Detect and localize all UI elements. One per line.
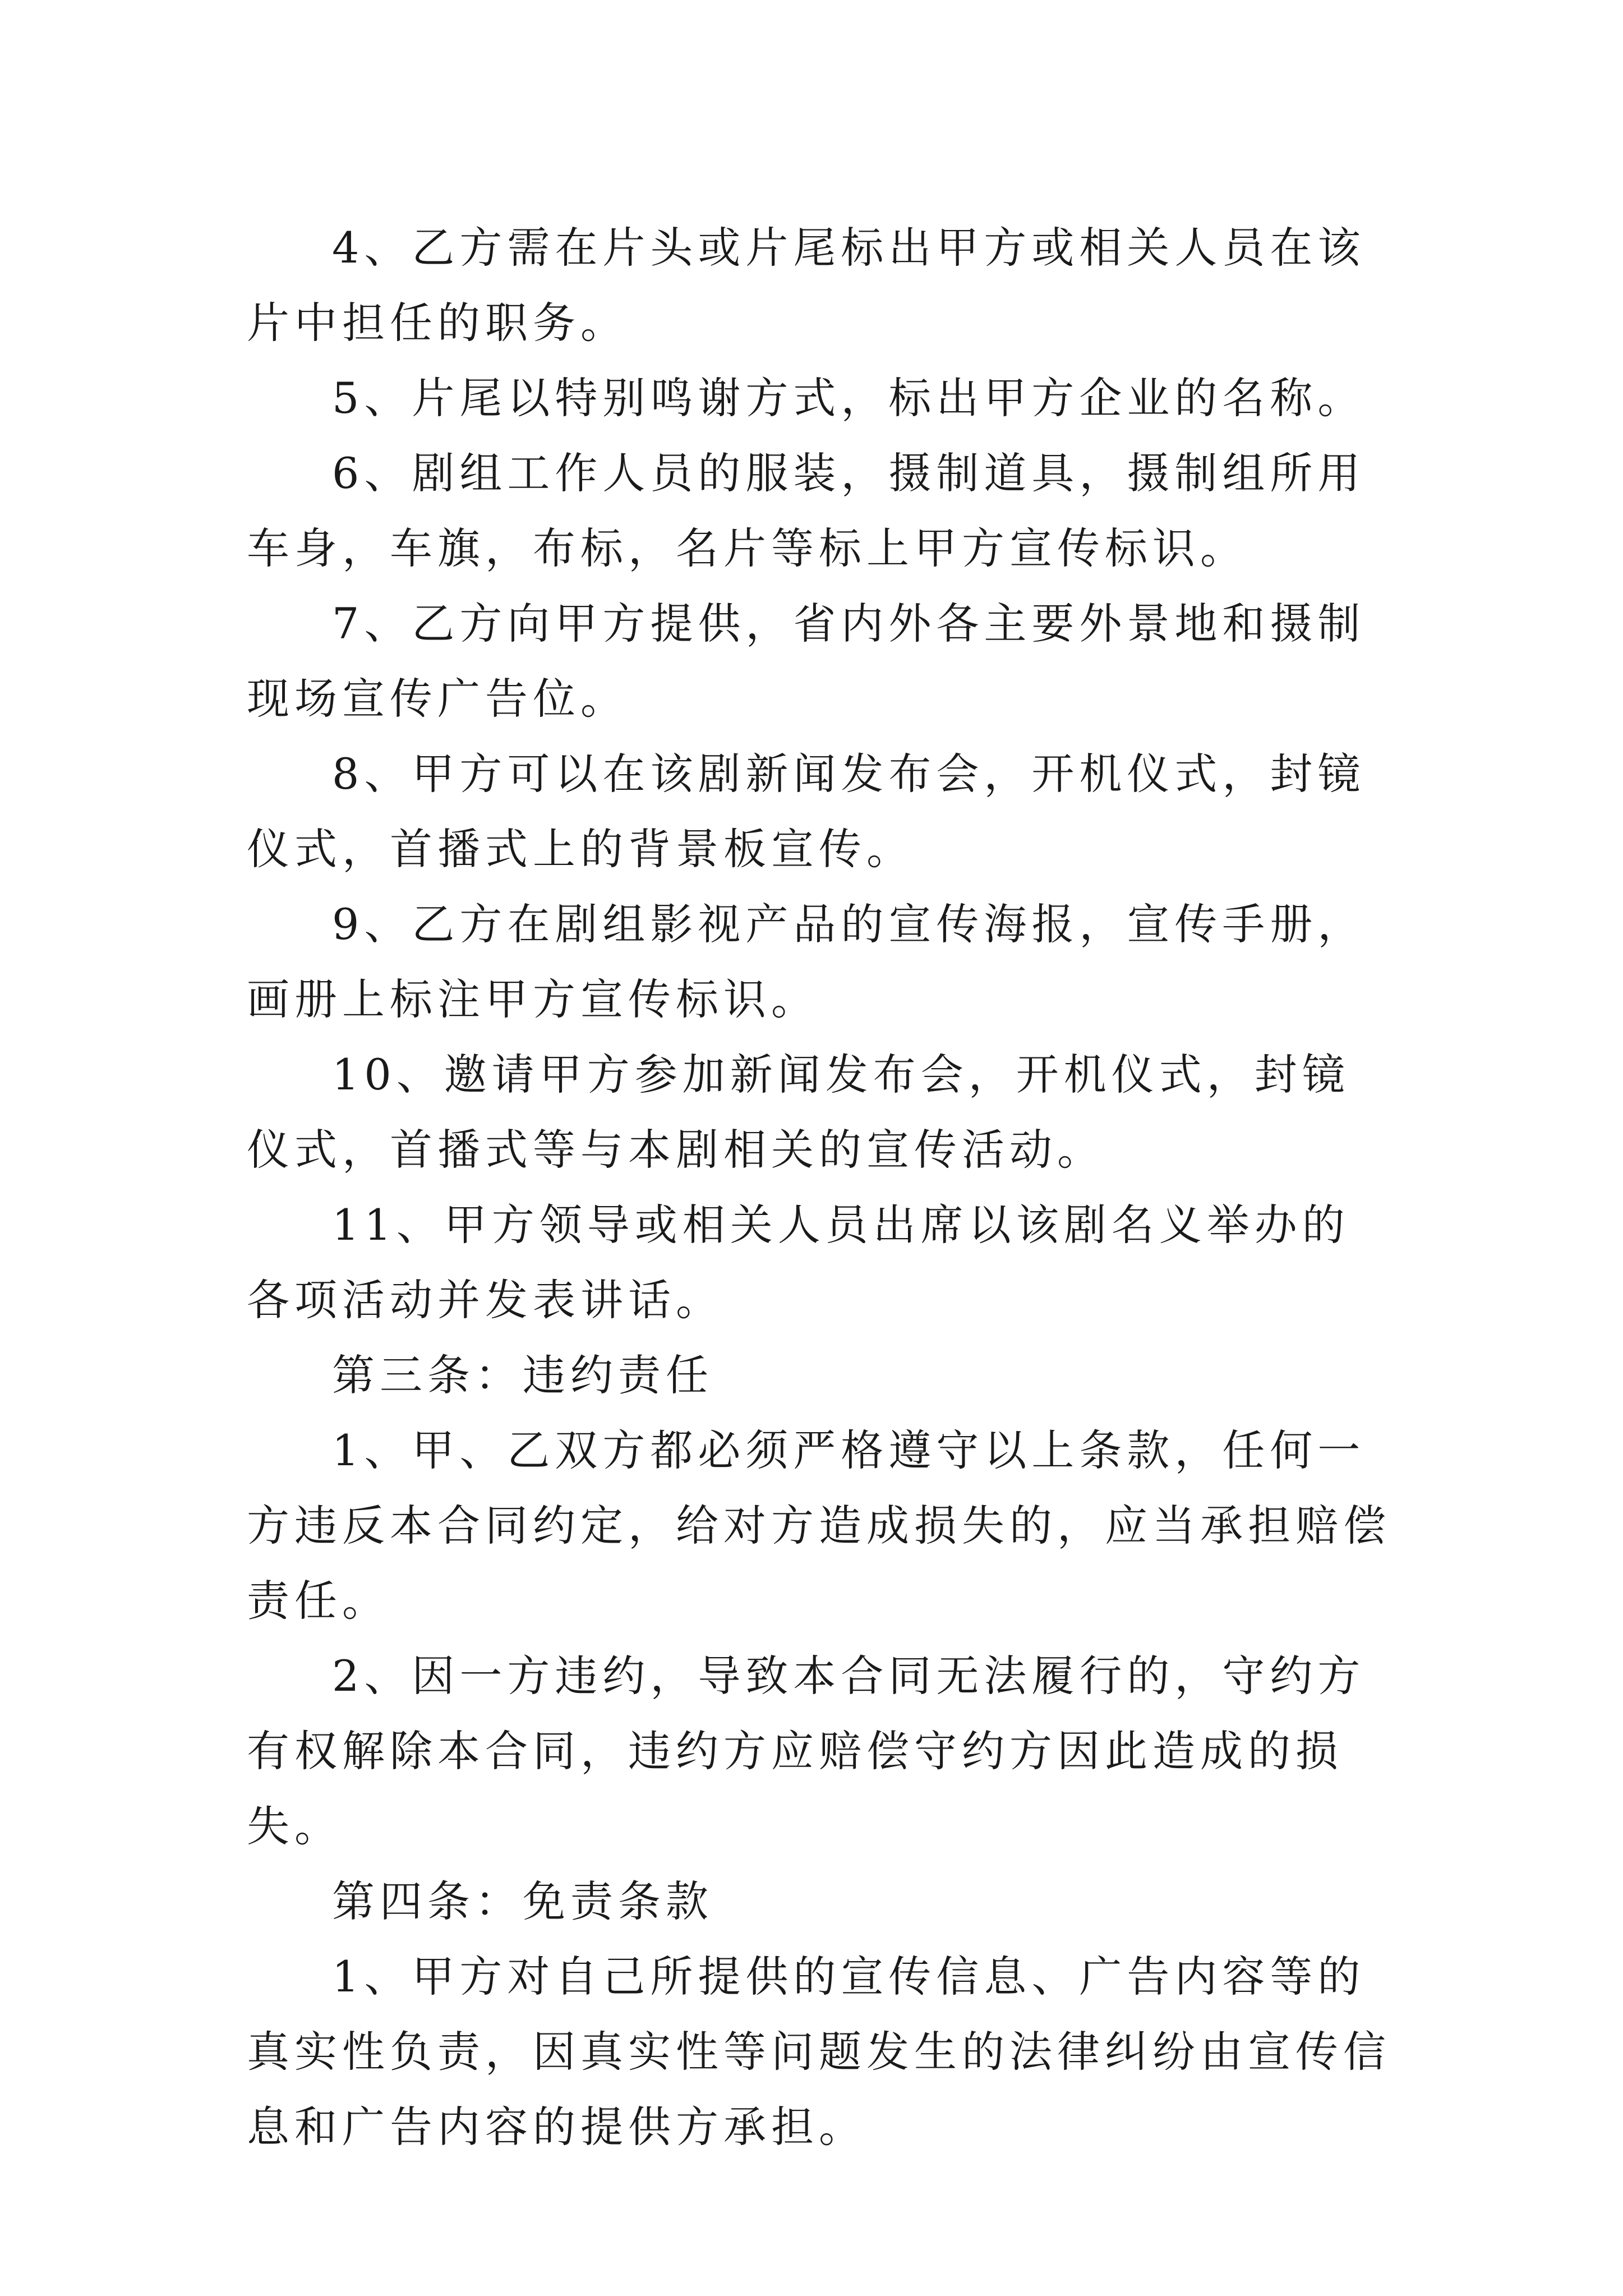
clause-4: 4、乙方需在片头或片尾标出甲方或相关人员在该片中担任的职务。 [247, 223, 1366, 348]
clause-7: 7、乙方向甲方提供，省内外各主要外景地和摄制现场宣传广告位。 [247, 599, 1366, 724]
document-body [247, 210, 1391, 2165]
article-4-heading: 第四条：免责条款 [332, 1876, 713, 1926]
article-3-heading: 第三条：违约责任 [332, 1350, 713, 1400]
clause-9: 9、乙方在剧组影视产品的宣传海报，宣传手册，画册上标注甲方宣传标识。 [247, 899, 1366, 1024]
clause-11: 11、甲方领导或相关人员出席以该剧名义举办的各项活动并发表讲话。 [247, 1200, 1350, 1325]
article-3-clause-2: 2、因一方违约，导致本合同无法履行的，守约方有权解除本合同，违约方应赔偿守约方因此造成的损失。 [247, 1651, 1366, 1851]
article-4-clause-1: 1、甲方对自己所提供的宣传信息、广告内容等的真实性负责，因真实性等问题发生的法律纠纷由宣传信息和广告内容的提供方承担。 [247, 1952, 1391, 2152]
clause-10: 10、邀请甲方参加新闻发布会，开机仪式，封镜仪式，首播式等与本剧相关的宣传活动。 [247, 1050, 1350, 1175]
clause-5: 5、片尾以特别鸣谢方式，标出甲方企业的名称。 [332, 373, 1366, 423]
clause-6: 6、剧组工作人员的服装，摄制道具，摄制组所用车身，车旗，布标，名片等标上甲方宣传标识。 [247, 448, 1366, 573]
article-3-clause-1: 1、甲、乙双方都必须严格遵守以上条款，任何一方违反本合同约定，给对方造成损失的，应当承担赔偿责任。 [247, 1425, 1391, 1626]
clause-8: 8、甲方可以在该剧新闻发布会，开机仪式，封镜仪式，首播式上的背景板宣传。 [247, 749, 1366, 874]
